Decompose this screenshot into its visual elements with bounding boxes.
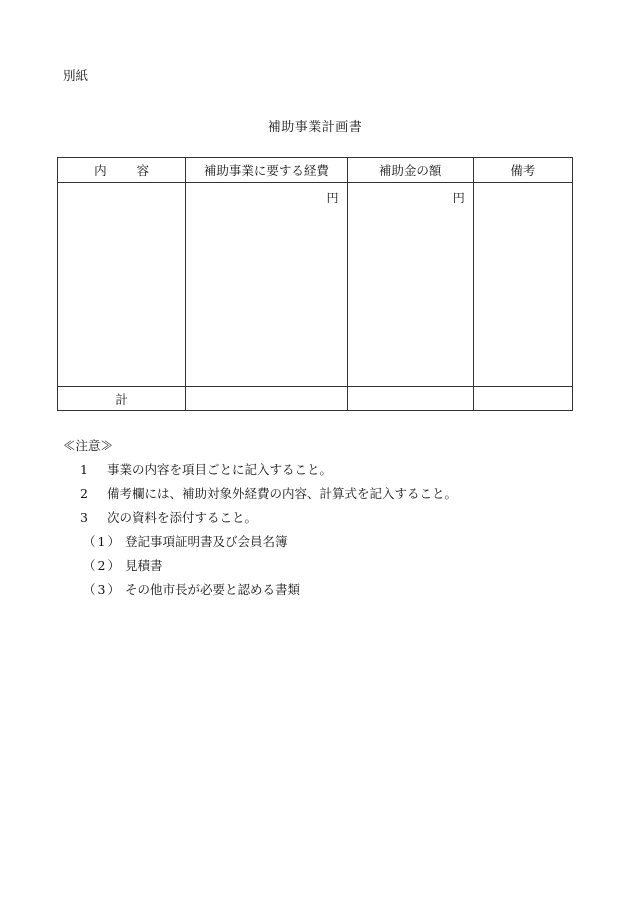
- list-item: [63, 458, 457, 482]
- header-content: [58, 158, 186, 183]
- sub-list-item: [63, 530, 457, 554]
- total-row: [58, 387, 573, 411]
- notes-section: [63, 434, 457, 602]
- header-amount: 補助金の額: [347, 158, 473, 183]
- sub-list-item-text: その他市長が必要と認める書類: [125, 582, 301, 597]
- header-cost: 補助事業に要する経費: [186, 158, 347, 183]
- sub-list-item-number: （2）: [83, 558, 122, 573]
- total-amount-cell: [347, 387, 473, 411]
- cell-content: [58, 183, 186, 387]
- header-content-part2: 容: [136, 163, 150, 178]
- notes-heading: ≪注意≫: [63, 438, 114, 453]
- header-remarks: 備考: [473, 158, 572, 183]
- sub-list-item-text: 見積書: [125, 558, 163, 573]
- total-label: 計: [58, 387, 186, 411]
- cell-cost: [186, 183, 347, 387]
- total-remarks-cell: [473, 387, 572, 411]
- cell-amount: [347, 183, 473, 387]
- list-item-text: 次の資料を添付すること。: [107, 510, 258, 525]
- header-content-part1: 内: [94, 163, 107, 178]
- sub-list-item-number: （3）: [83, 582, 122, 597]
- plan-table: [57, 157, 573, 411]
- list-item-number: 1: [80, 462, 88, 477]
- list-item-text: 備考欄には、補助対象外経費の内容、計算式を記入すること。: [107, 486, 458, 501]
- total-cost-cell: [186, 387, 347, 411]
- table-header-row: [58, 158, 573, 183]
- list-item: [63, 506, 457, 530]
- attachment-label: 別紙: [63, 68, 89, 83]
- document-title: 補助事業計画書: [267, 120, 363, 135]
- list-item: [63, 482, 457, 506]
- list-item-number: 2: [80, 486, 88, 501]
- list-item-text: 事業の内容を項目ごとに記入すること。: [107, 462, 333, 477]
- sub-list-item-text: 登記事項証明書及び会員名簿: [125, 534, 288, 549]
- sub-list-item: [63, 554, 457, 578]
- list-item-number: 3: [80, 510, 88, 525]
- sub-list-item-number: （1）: [83, 534, 122, 549]
- unit-cost: 円: [326, 191, 339, 205]
- cell-remarks: [473, 183, 572, 387]
- table-row: [58, 183, 573, 387]
- unit-amount: 円: [452, 191, 465, 205]
- sub-list-item: [63, 578, 457, 602]
